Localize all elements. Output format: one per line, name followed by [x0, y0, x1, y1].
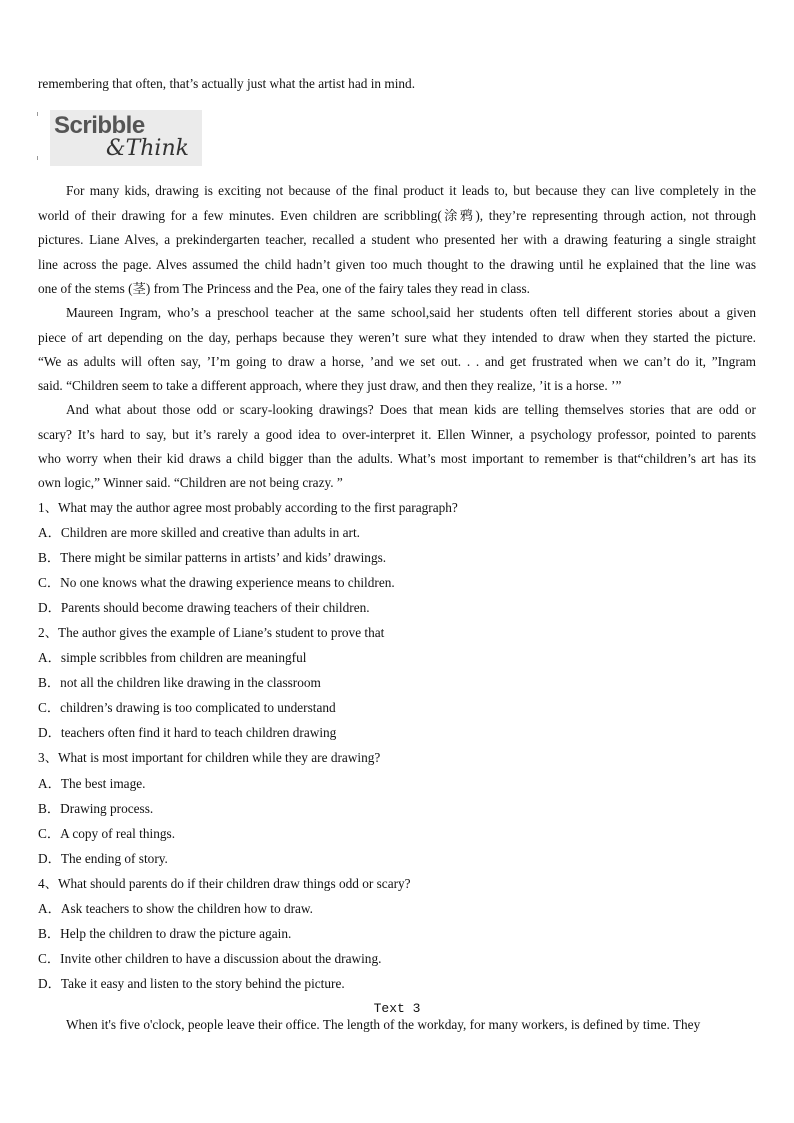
question-4-option-b: B．Help the children to draw the picture again. — [38, 926, 292, 941]
paragraph-3-line: own logic,” Winner said. “Children are not being crazy. ” — [38, 475, 343, 490]
paragraph-2-line: piece of art depending on the day, perhaps because they weren’t sure what they intended to draw when they started the picture. — [38, 330, 756, 345]
question-1-option-d: D．Parents should become drawing teachers of their children. — [38, 600, 370, 615]
paragraph-3-line: scary? It’s hard to say, but it’s rarely a good idea to over-interpret it. Ellen Winner, a psychology professor, pointed to parents — [38, 427, 756, 442]
question-3-option-c: C．A copy of real things. — [38, 826, 176, 841]
paragraph-3-line: who worry when their kid draws a child bigger than the adults. What’s most important to remember is that“children’s art has its — [38, 451, 756, 466]
question-4-option-a: A．Ask teachers to show the children how to draw. — [38, 901, 313, 916]
question-2-option-c: C．children’s drawing is too complicated to understand — [38, 700, 336, 715]
question-1-option-b: B．There might be similar patterns in artists’ and kids’ drawings. — [38, 550, 387, 565]
question-2-stem: 2、The author gives the example of Liane’s student to prove that — [38, 625, 385, 640]
paragraph-2-line: Maureen Ingram, who’s a preschool teacher at the same school,said her students often tell different stories about a given — [66, 305, 756, 320]
question-1-option-a: A．Children are more skilled and creative than adults in art. — [38, 525, 360, 540]
paragraph-3-line: And what about those odd or scary-looking drawings? Does that mean kids are telling themselves stories that are odd or — [66, 402, 756, 417]
paragraph-1-line: world of their drawing for a few minutes. Even children are scribbling(涂鸦), they’re representing through action, not through — [38, 208, 756, 223]
intro-line: remembering that often, that’s actually just what the artist had in mind. — [38, 76, 416, 91]
question-4-option-c: C．Invite other children to have a discussion about the drawing. — [38, 951, 382, 966]
question-3-option-a: A．The best image. — [38, 776, 146, 791]
question-3-option-b: B．Drawing process. — [38, 801, 154, 816]
margin-mark — [37, 112, 38, 116]
question-4-option-d: D．Take it easy and listen to the story behind the picture. — [38, 976, 345, 991]
paragraph-2-line: said. “Children seem to take a different approach, where they just draw, and then they realize, ’it is a horse. ’” — [38, 378, 622, 393]
paragraph-1-line: pictures. Liane Alves, a prekindergarten teacher, recalled a student who presented her with a drawing featuring a single straight — [38, 232, 756, 247]
paragraph-1-line: line across the page. Alves assumed the child hadn’t given too much thought to the drawing until he explained that the line was — [38, 257, 756, 272]
paragraph-1-line: one of the stems (茎) from The Princess and the Pea, one of the fairy tales they read in class. — [38, 281, 530, 296]
question-2-option-b: B．not all the children like drawing in the classroom — [38, 675, 321, 690]
question-1-stem: 1、What may the author agree most probably according to the first paragraph? — [38, 500, 458, 515]
question-2-option-a: A．simple scribbles from children are meaningful — [38, 650, 307, 665]
question-3-option-d: D．The ending of story. — [38, 851, 168, 866]
question-1-option-c: C．No one knows what the drawing experience means to children. — [38, 575, 395, 590]
paragraph-2-line: “We as adults will often say, ’I’m going to draw a horse, ’and we set out. . . and get frustrated when we can’t do it, ”Ingram — [38, 354, 756, 369]
question-3-stem: 3、What is most important for children while they are drawing? — [38, 750, 381, 765]
paragraph-1-line: For many kids, drawing is exciting not because of the final product it leads to, but because they can live completely in the — [66, 183, 756, 198]
logo-word-scribble: Scribble — [54, 112, 145, 139]
scribble-think-logo — [50, 110, 202, 166]
text-3-heading: Text 3 — [373, 1001, 421, 1016]
question-4-stem: 4、What should parents do if their children draw things odd or scary? — [38, 876, 411, 891]
margin-mark — [37, 156, 38, 160]
question-2-option-d: D．teachers often find it hard to teach children drawing — [38, 725, 337, 740]
logo-word-think: &Think — [106, 136, 189, 161]
text-3-first-line: When it's five o'clock, people leave their office. The length of the workday, for many workers, is defined by time. They — [66, 1017, 701, 1032]
